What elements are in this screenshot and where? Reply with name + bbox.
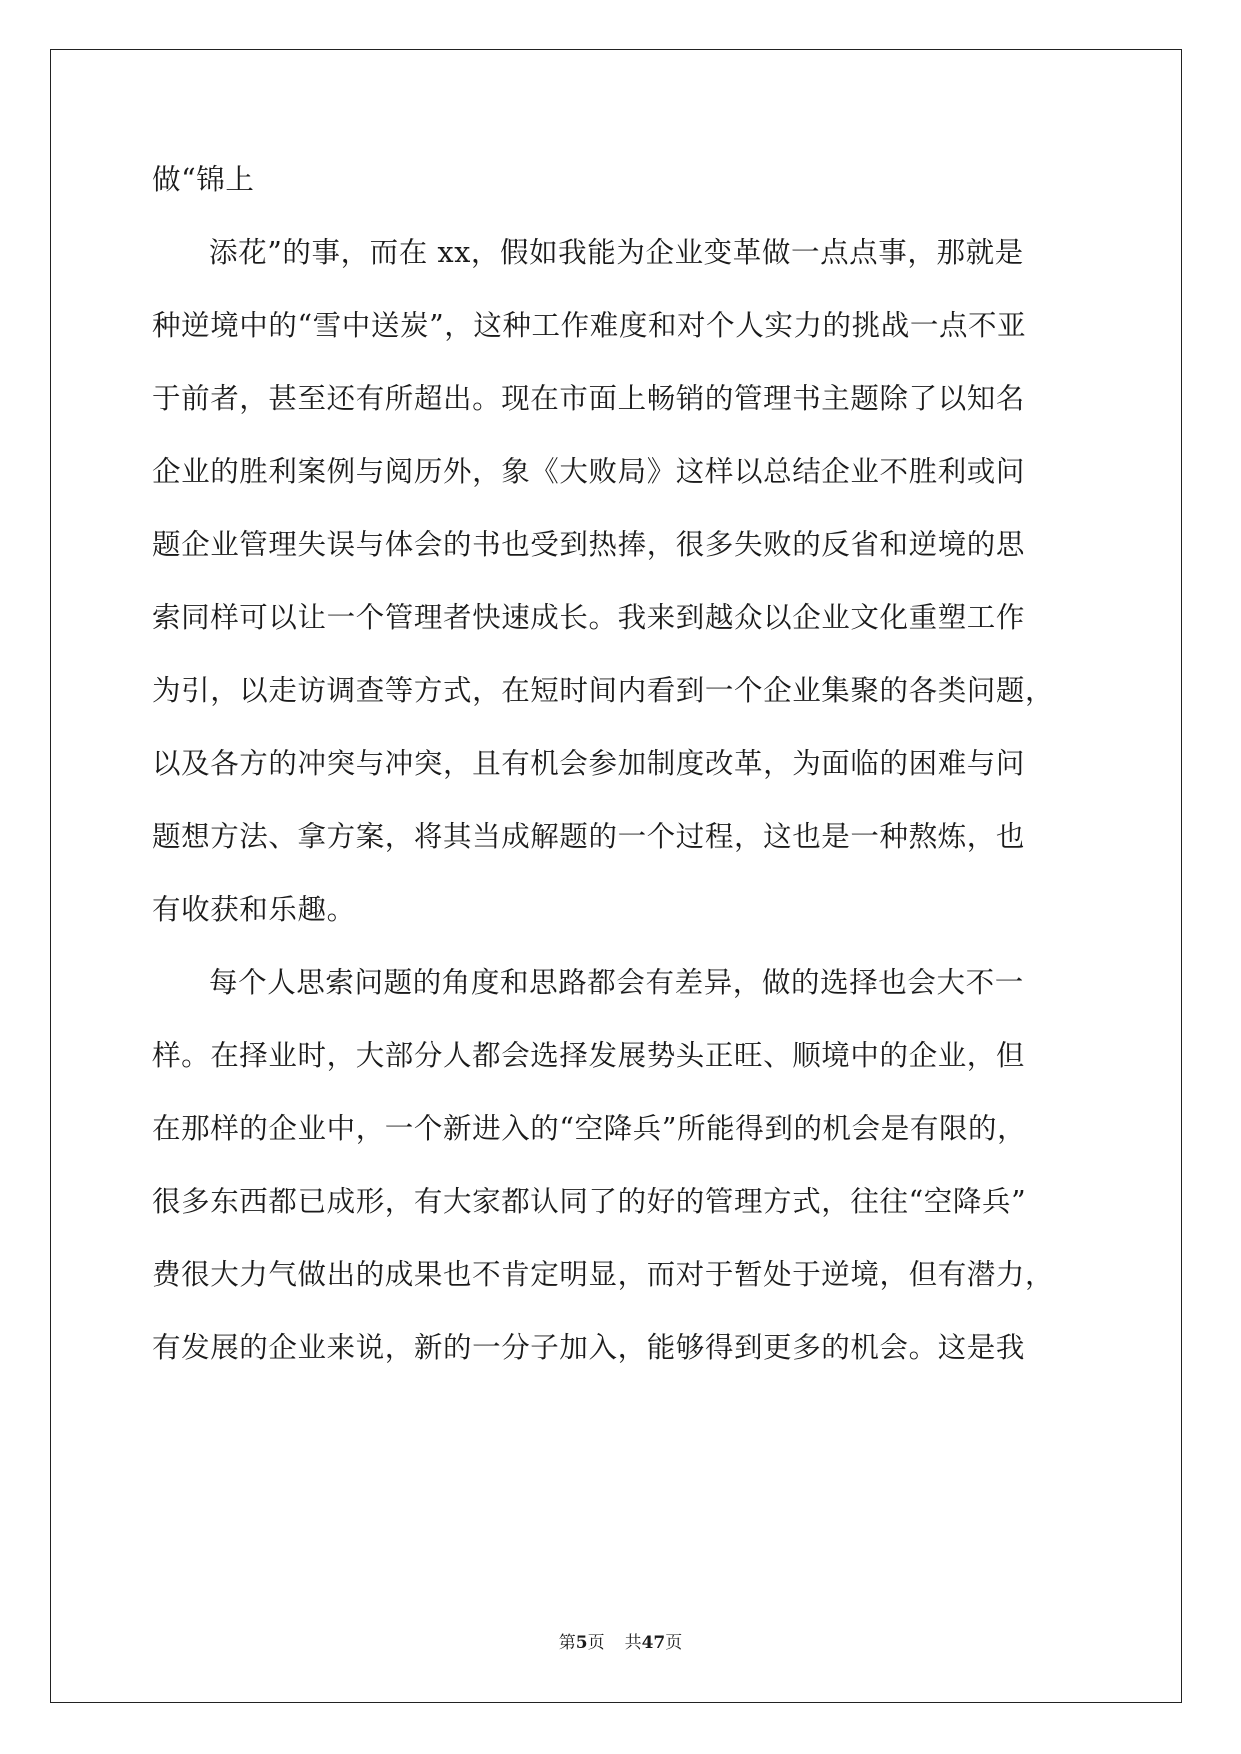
text-line: 以及各方的冲突与冲突，且有机会参加制度改革，为面临的困难与问 (152, 747, 1026, 780)
text-line: 添花”的事，而在 xx，假如我能为企业变革做一点点事，那就是 (209, 236, 1024, 269)
text-line: 题企业管理失误与体会的书也受到热捧，很多失败的反省和逆境的思 (152, 528, 1026, 561)
page-footer (0, 1631, 1241, 1655)
text-line: 索同样可以让一个管理者快速成长。我来到越众以企业文化重塑工作 (152, 601, 1026, 634)
text-line: 有收获和乐趣。 (152, 893, 356, 926)
text-line: 于前者，甚至还有所超出。现在市面上畅销的管理书主题除了以知名 (152, 382, 1026, 415)
page-border (50, 49, 1182, 1703)
text-line: 种逆境中的“雪中送炭”，这种工作难度和对个人实力的挑战一点不亚 (152, 309, 1027, 342)
text-line: 题想方法、拿方案，将其当成解题的一个过程，这也是一种熬炼，也 (152, 820, 1026, 853)
text-line: 费很大力气做出的成果也不肯定明显，而对于暂处于逆境，但有潜力， (152, 1258, 1055, 1291)
text-line: 企业的胜利案例与阅历外，象《大败局》这样以总结企业不胜利或问 (152, 455, 1026, 488)
text-line: 很多东西都已成形，有大家都认同了的好的管理方式，往往“空降兵” (152, 1185, 1027, 1218)
text-line: 为引，以走访调查等方式，在短时间内看到一个企业集聚的各类问题， (152, 674, 1055, 707)
text-line: 样。在择业时，大部分人都会选择发展势头正旺、顺境中的企业，但 (152, 1039, 1026, 1072)
text-line: 每个人思索问题的角度和思路都会有差异，做的选择也会大不一 (209, 966, 1024, 999)
footer-total-prefix: 共 (624, 1633, 642, 1653)
text-line: 做“锦上 (152, 163, 255, 196)
text-line: 有发展的企业来说，新的一分子加入，能够得到更多的机会。这是我 (152, 1331, 1026, 1364)
text-line: 在那样的企业中，一个新进入的“空降兵”所能得到的机会是有限的， (152, 1112, 1027, 1145)
footer-prefix: 第 (558, 1633, 576, 1653)
page-number: 5 (575, 1633, 588, 1653)
footer-page-suffix: 页 (587, 1633, 605, 1653)
footer-total-suffix: 页 (665, 1633, 683, 1653)
total-pages: 47 (641, 1633, 666, 1653)
